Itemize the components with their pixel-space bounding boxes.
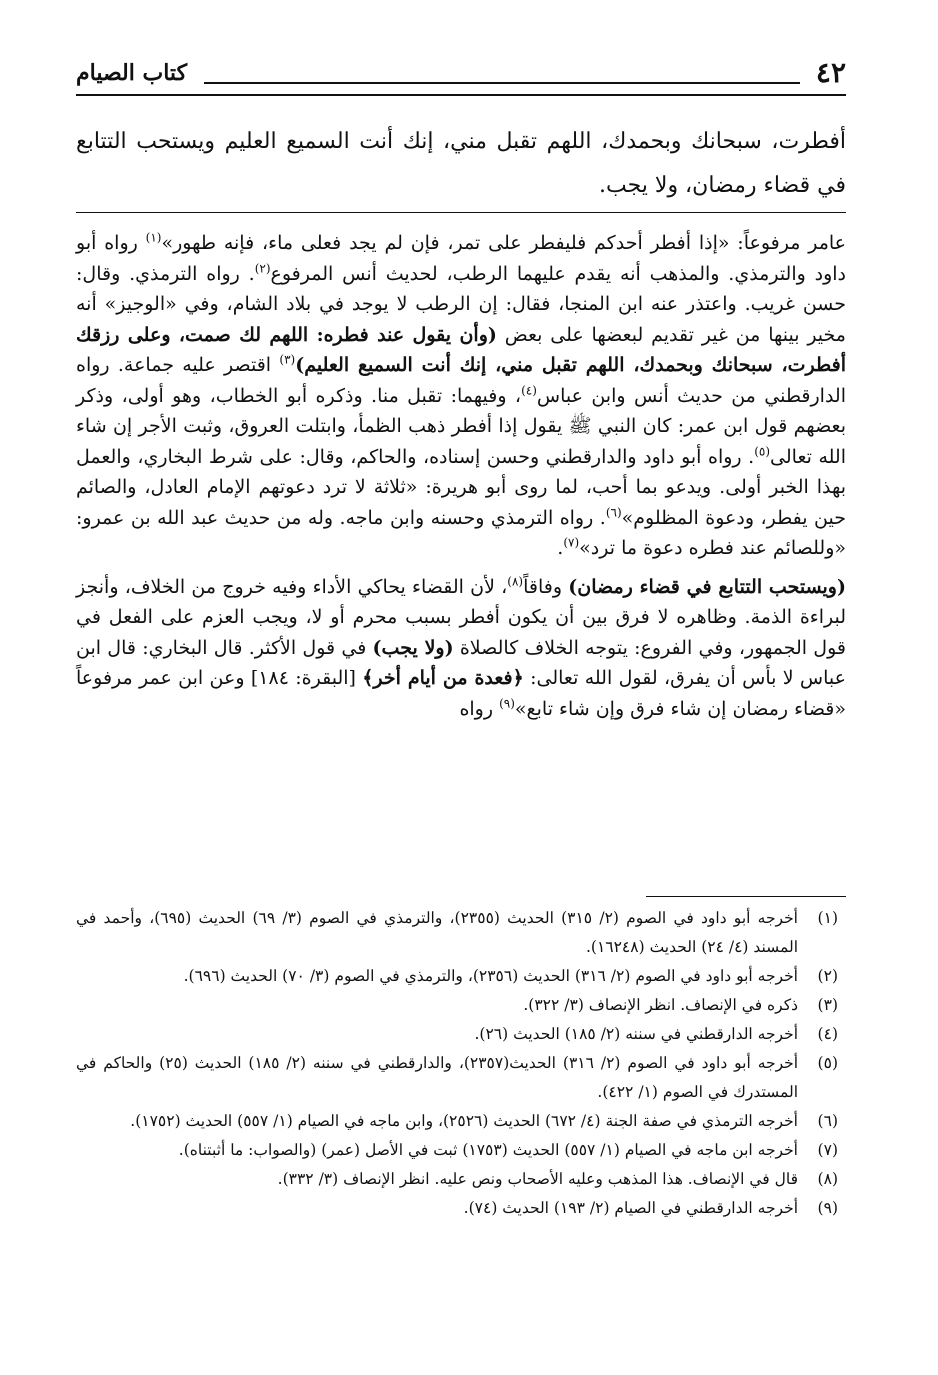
book-title: كتاب الصيام xyxy=(76,60,188,86)
text: . xyxy=(557,537,564,559)
footnote-item xyxy=(76,1020,846,1049)
footnote-item xyxy=(76,1107,846,1136)
footnote-number: (٤) xyxy=(817,1025,838,1043)
text: . رواه الترمذي وحسنه وابن ماجه. وله من حديث عبد الله بن عمرو: «وللصائم عند فطره دعوة ما ترد» xyxy=(76,506,846,559)
text: [البقرة: ١٨٤] وعن ابن عمر مرفوعاً «قضاء رمضان إن شاء فرق وإن شاء تابع» xyxy=(76,667,846,720)
footnote-item xyxy=(76,991,846,1020)
header-divider xyxy=(76,94,846,96)
text: ، لأن القضاء يحاكي الأداء وفيه خروج من الخلاف، وأنجز لبراءة الذمة. وظاهره لا فرق بين أن يكون أفطر بسبب محرم أو لا، ويجب العزم على الفعل في قول الجمهور، وفي الفروع: يتوجه الخلاف كالصلاة xyxy=(76,575,846,659)
commentary xyxy=(76,228,846,724)
footnote-number: (١) xyxy=(817,909,838,927)
text: رواه xyxy=(459,697,500,720)
footnote-number: (٩) xyxy=(817,1199,838,1217)
footnote-ref-9: (٩) xyxy=(499,696,515,711)
main-text xyxy=(76,120,846,208)
quran-quote: ﴿فعدة من أيام أخر﴾ xyxy=(362,667,524,689)
text: في قول الأكثر. قال البخاري: قال ابن عباس لا بأس أن يفرق، لقول الله تعالى: xyxy=(76,636,846,689)
footnote-ref-1: (١) xyxy=(145,230,162,245)
footnote-ref-7: (٧) xyxy=(563,535,580,550)
footnote-number: (٨) xyxy=(817,1170,838,1188)
header-rule xyxy=(204,82,800,84)
text: ، وفيهما: تقبل منا. وذكره أبو الخطاب، وهو أولى، وذكر بعضهم قول ابن عمر: كان النبي ﷺ يقول إذا أفطر ذهب الظمأ، وابتلت العروق، وثبت الأجر إن شاء الله تعالى xyxy=(76,384,847,468)
commentary-paragraph-2 xyxy=(76,572,846,725)
footnote-text: قال في الإنصاف. هذا المذهب وعليه الأصحاب ونص عليه. انظر الإنصاف (٣/ ٣٣٢). xyxy=(277,1170,798,1188)
page-header xyxy=(76,52,846,92)
footnote-text: أخرجه أبو داود في الصوم (٢/ ٣١٦) الحديث (٢٣٥٦)، والترمذي في الصوم (٣/ ٧٠) الحديث (٦٩٦). xyxy=(183,967,798,985)
footnote-text: أخرجه أبو داود في الصوم (٢/ ٣١٦) الحديث(٢٣٥٧)، والدارقطني في سننه (٢/ ١٨٥) الحديث (٢٥) والحاكم في المستدرك في الصوم (١/ ٤٢٢). xyxy=(76,1054,799,1101)
footnote-text: أخرجه ابن ماجه في الصيام (١/ ٥٥٧) الحديث (١٧٥٣) ثبت في الأصل (عمر) (والصواب: ما أثبتناه). xyxy=(178,1141,798,1159)
text: اقتصر عليه جماعة. رواه الدارقطني من حديث أنس وابن عباس xyxy=(76,354,846,407)
text: . رواه الترمذي. وقال: حسن غريب. واعتذر عنه ابن المنجا، فقال: إن الرطب لا يوجد في بلاد الشام، وفي «الوجيز» أنه مخير بينها من غير تقديم لبعضها على بعض xyxy=(76,262,846,346)
commentary-paragraph-1 xyxy=(76,228,846,564)
footnote-item xyxy=(76,1136,846,1165)
footnote-ref-8: (٨) xyxy=(507,574,524,589)
footnote-number: (٣) xyxy=(817,996,838,1014)
footnote-ref-5: (٥) xyxy=(754,444,771,459)
footnote-number: (٢) xyxy=(817,967,838,985)
footnotes xyxy=(76,904,846,1223)
text-separator xyxy=(76,212,846,213)
main-text-paragraph: أفطرت، سبحانك وبحمدك، اللهم تقبل مني، إنك أنت السميع العليم ويستحب التتابع في قضاء رمضان، ولا يجب. xyxy=(76,129,846,198)
footnote-text: أخرجه أبو داود في الصوم (٢/ ٣١٥) الحديث (٢٣٥٥)، والترمذي في الصوم (٣/ ٦٩) الحديث (٦٩٥)، وأحمد في المسند (٤/ ٢٤) الحديث (١٦٢٤٨). xyxy=(76,909,798,956)
footnote-text: ذكره في الإنصاف. انظر الإنصاف (٣/ ٣٢٢). xyxy=(523,996,798,1014)
footnote-number: (٦) xyxy=(817,1112,838,1130)
text: عامر مرفوعاً: «إذا أفطر أحدكم فليفطر على تمر، فإن لم يجد فعلى ماء، فإنه طهور» xyxy=(161,232,847,254)
footnote-number: (٥) xyxy=(817,1054,838,1072)
matn-quote: (ويستحب التتابع في قضاء رمضان) xyxy=(568,575,846,598)
matn-quote: (ولا يجب) xyxy=(372,636,454,659)
footnote-text: أخرجه الدارقطني في سننه (٢/ ١٨٥) الحديث (٢٦). xyxy=(474,1025,798,1043)
footnote-item xyxy=(76,1165,846,1194)
footnote-separator xyxy=(646,896,846,897)
footnote-ref-3: (٣) xyxy=(279,352,296,367)
page-number: ٤٢ xyxy=(815,56,846,89)
footnote-item xyxy=(76,962,846,991)
text: رواه أبو داود والترمذي. والمذهب أنه يقدم عليهما الرطب، لحديث أنس المرفوع xyxy=(76,232,847,285)
matn-quote: (وأن يقول عند فطره: اللهم لك صمت، وعلى رزقك أفطرت، سبحانك وبحمدك، اللهم تقبل مني، إنك أنت السميع العليم) xyxy=(76,323,846,376)
footnote-text: أخرجه الترمذي في صفة الجنة (٤/ ٦٧٢) الحديث (٢٥٢٦)، وابن ماجه في الصيام (١/ ٥٥٧) الحديث (١٧٥٢). xyxy=(130,1112,798,1130)
footnote-ref-2: (٢) xyxy=(254,261,271,276)
text: وفاقاً xyxy=(523,575,569,598)
footnote-item xyxy=(76,1049,846,1107)
footnote-item xyxy=(76,904,846,962)
footnote-text: أخرجه الدارقطني في الصيام (٢/ ١٩٣) الحديث (٧٤). xyxy=(463,1199,798,1217)
footnote-number: (٧) xyxy=(817,1141,838,1159)
footnote-item xyxy=(76,1194,846,1223)
footnote-ref-4: (٤) xyxy=(521,383,537,398)
text: . رواه أبو داود والدارقطني وحسن إسناده، والحاكم، وقال: على شرط البخاري، والعمل بهذا الخبر أولى. ويدعو بما أحب، لما روى أبو هريرة: «ثلاثة لا ترد دعوتهم الإمام العادل، والصائم حين يفطر، ودعوة المظلوم» xyxy=(76,445,846,529)
footnote-ref-6: (٦) xyxy=(605,505,622,520)
